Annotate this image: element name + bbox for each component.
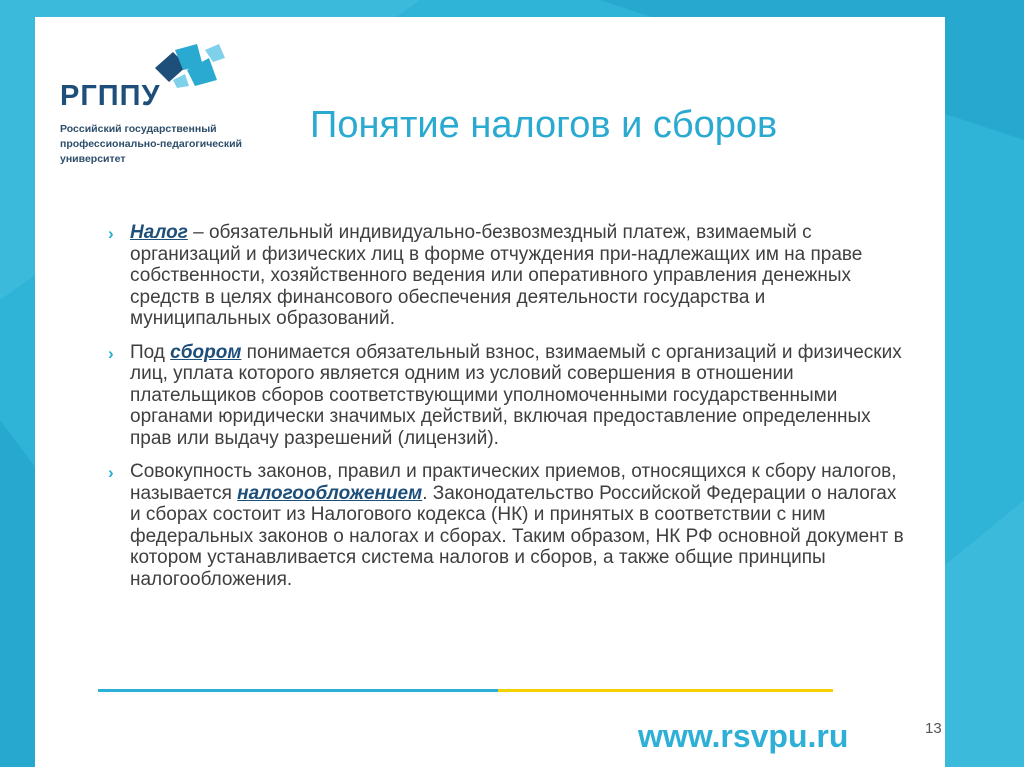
page-title: Понятие налогов и сборов bbox=[310, 104, 778, 146]
logo-subtitle-line: университет bbox=[60, 153, 126, 165]
bullet-text: – обязательный индивидуально-безвозмездный платеж, взимаемый с организаций и физических лиц в форме отчуждения при-надлежащих им на праве собственности, хозяйственного ведения или оперативного управления денежных средств в целях финансового обеспечения деятельности государства и муниципальных образований. bbox=[130, 222, 863, 329]
bullet-text: понимается обязательный взнос, взимаемый с организаций и физических лиц, уплата которого является одним из условий совершения в отношении плательщиков сборов соответствующими уполномоченными государственными органами юридически значимых действий, включая предоставление определенных прав или выдачу разрешений (лицензий). bbox=[130, 341, 902, 449]
logo-subtitle-line: профессионально-педагогический bbox=[60, 138, 242, 150]
chevron-right-icon: › bbox=[108, 224, 114, 243]
bullet-text: . Законодательство Российской Федерации о налогах и сборах состоит из Налогового кодекса (НК) и принятых в соответствии с ним федеральных законов о налогах и сборах. Таким образом, НК РФ основной документ в котором устанавливается система налогов и сборов, а также общие принципы налогообложения. bbox=[130, 482, 904, 590]
chevron-right-icon: › bbox=[108, 463, 114, 482]
page-number bbox=[925, 718, 942, 739]
term-taxation: налогообложением bbox=[237, 482, 423, 504]
bullet-item bbox=[108, 222, 908, 330]
bullet-item bbox=[108, 461, 908, 590]
bullet-text: Под bbox=[130, 341, 171, 363]
logo-subtitle-line: Российский государственный bbox=[60, 123, 217, 135]
logo-name: РГППУ bbox=[60, 80, 161, 112]
website-link[interactable]: www.rsvpu.ru bbox=[638, 718, 849, 754]
bullet-list bbox=[108, 222, 908, 602]
footer-divider-yellow bbox=[498, 689, 833, 692]
page-number-text: 13 bbox=[925, 720, 942, 737]
logo-subtitle bbox=[60, 122, 290, 167]
term-fee: сбором bbox=[170, 341, 242, 363]
chevron-right-icon: › bbox=[108, 343, 114, 363]
university-logo bbox=[60, 40, 290, 180]
footer-divider-blue bbox=[98, 689, 498, 692]
term-tax: Налог bbox=[130, 222, 188, 243]
bullet-item bbox=[108, 342, 908, 450]
bullet-text: Совокупность законов, правил и практических приемов, относящихся к сбору налогов, называется bbox=[130, 461, 897, 504]
